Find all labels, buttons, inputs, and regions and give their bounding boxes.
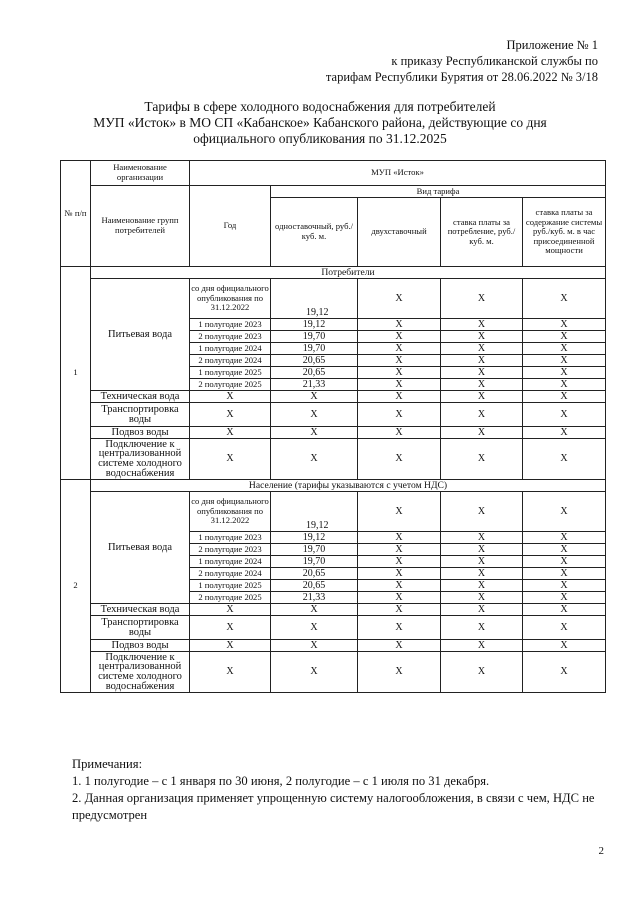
double-rate-cell: X <box>358 532 441 544</box>
table-row <box>61 492 606 532</box>
double-rate-cell: X <box>358 355 441 367</box>
tariff-cell: X <box>441 604 523 616</box>
tariff-cell: X <box>441 616 523 640</box>
section-title-row <box>61 480 606 492</box>
title-line-1: Тарифы в сфере холодного водоснабжения для потребителей <box>144 99 496 114</box>
single-rate-header: одноставочный, руб./ куб. м. <box>271 198 358 267</box>
cons-rate-cell: X <box>441 355 523 367</box>
single-rate-value: 19,12 <box>306 520 329 532</box>
single-rate-cell: 20,65 <box>271 367 358 379</box>
single-rate-cell <box>271 492 358 532</box>
maint-rate-cell: X <box>523 492 606 532</box>
period-cell: со дня официального опубликования по 31.12.2022 <box>190 279 271 319</box>
double-rate-cell: X <box>358 556 441 568</box>
consumer-group-label: Подключение к централизованной системе холодного водоснабжения <box>91 439 190 480</box>
single-rate-cell <box>271 279 358 319</box>
org-name: МУП «Исток» <box>190 161 606 186</box>
notes <box>72 756 612 824</box>
section-title: Потребители <box>91 267 606 279</box>
section-number: 2 <box>61 480 91 693</box>
period-cell: 2 полугодие 2023 <box>190 331 271 343</box>
cons-rate-cell: X <box>441 319 523 331</box>
year-header: Год <box>190 186 271 267</box>
double-rate-cell: X <box>358 580 441 592</box>
period-cell: со дня официального опубликования по 31.12.2022 <box>190 492 271 532</box>
consumer-group-label: Подвоз воды <box>91 427 190 439</box>
tariff-cell: X <box>271 652 358 693</box>
period-cell: 1 полугодие 2025 <box>190 367 271 379</box>
cons-rate-cell: X <box>441 580 523 592</box>
table-row <box>61 616 606 640</box>
tariff-cell: X <box>271 439 358 480</box>
tariff-cell: X <box>271 403 358 427</box>
table-row <box>61 403 606 427</box>
table-row <box>61 427 606 439</box>
tariff-cell: X <box>358 427 441 439</box>
tariff-cell: X <box>358 640 441 652</box>
double-rate-cell: X <box>358 343 441 355</box>
maint-rate-cell: X <box>523 532 606 544</box>
table-row <box>61 439 606 480</box>
maint-rate-cell: X <box>523 592 606 604</box>
maint-rate-cell: X <box>523 331 606 343</box>
tariff-table-body <box>61 161 606 693</box>
cons-rate-cell: X <box>441 592 523 604</box>
single-rate-cell: 19,12 <box>271 319 358 331</box>
tariff-cell: X <box>358 439 441 480</box>
consumption-rate-header: ставка платы за потребление, руб./ куб. м. <box>441 198 523 267</box>
consumer-group-label: Транспортировка воды <box>91 616 190 640</box>
period-cell: 2 полугодие 2024 <box>190 355 271 367</box>
tariff-cell: X <box>190 391 271 403</box>
tariff-cell: X <box>271 391 358 403</box>
tariff-table <box>60 160 606 693</box>
tariff-cell: X <box>358 403 441 427</box>
cons-rate-cell: X <box>441 556 523 568</box>
tariff-cell: X <box>190 439 271 480</box>
maint-rate-cell: X <box>523 379 606 391</box>
group-label-header: Наименование групп потребителей <box>91 186 190 267</box>
maint-rate-cell: X <box>523 343 606 355</box>
period-cell: 1 полугодие 2023 <box>190 319 271 331</box>
single-rate-cell: 19,12 <box>271 532 358 544</box>
maint-rate-cell: X <box>523 279 606 319</box>
section-title-row <box>61 267 606 279</box>
single-rate-cell: 19,70 <box>271 343 358 355</box>
appendix-label: Приложение № 1 <box>506 38 598 52</box>
table-row <box>61 604 606 616</box>
period-cell: 1 полугодие 2023 <box>190 532 271 544</box>
single-rate-cell: 20,65 <box>271 580 358 592</box>
double-rate-cell: X <box>358 379 441 391</box>
consumer-group-label: Техническая вода <box>91 391 190 403</box>
maint-rate-cell: X <box>523 544 606 556</box>
double-rate-cell: X <box>358 592 441 604</box>
page-number: 2 <box>598 845 604 857</box>
tariff-cell: X <box>523 640 606 652</box>
tariff-cell: X <box>358 391 441 403</box>
note-item: 2. Данная организация применяет упрощенную систему налогообложения, в связи с чем, НДС не предусмотрен <box>72 791 595 822</box>
double-rate-cell: X <box>358 319 441 331</box>
consumer-group-label: Питьевая вода <box>91 492 190 604</box>
table-row <box>61 640 606 652</box>
maint-rate-cell: X <box>523 367 606 379</box>
document-title <box>0 99 640 147</box>
cons-rate-cell: X <box>441 367 523 379</box>
tariff-cell: X <box>190 640 271 652</box>
single-rate-cell: 21,33 <box>271 592 358 604</box>
tariff-cell: X <box>190 652 271 693</box>
single-rate-cell: 19,70 <box>271 331 358 343</box>
tariff-cell: X <box>523 652 606 693</box>
double-rate-cell: X <box>358 544 441 556</box>
maint-rate-cell: X <box>523 568 606 580</box>
tariff-cell: X <box>523 604 606 616</box>
notes-title: Примечания: <box>72 757 143 771</box>
tariff-cell: X <box>523 439 606 480</box>
consumer-group-label: Подвоз воды <box>91 640 190 652</box>
table-row <box>61 391 606 403</box>
cons-rate-cell: X <box>441 492 523 532</box>
col-num-header: № п/п <box>61 161 91 267</box>
period-cell: 2 полугодие 2025 <box>190 592 271 604</box>
tariff-cell: X <box>358 652 441 693</box>
maint-rate-cell: X <box>523 319 606 331</box>
maint-rate-cell: X <box>523 580 606 592</box>
tariff-cell: X <box>441 640 523 652</box>
tariff-cell: X <box>190 616 271 640</box>
tariff-cell: X <box>441 403 523 427</box>
tariff-cell: X <box>190 427 271 439</box>
two-part-header: двухставочный <box>358 198 441 267</box>
tariff-cell: X <box>271 640 358 652</box>
period-cell: 2 полугодие 2025 <box>190 379 271 391</box>
cons-rate-cell: X <box>441 544 523 556</box>
tariff-cell: X <box>271 604 358 616</box>
period-cell: 2 полугодие 2024 <box>190 568 271 580</box>
single-rate-cell: 19,70 <box>271 556 358 568</box>
double-rate-cell: X <box>358 568 441 580</box>
maintenance-rate-header: ставка платы за содержание системы руб./куб. м. в час присоединенной мощности <box>523 198 606 267</box>
double-rate-cell: X <box>358 279 441 319</box>
double-rate-cell: X <box>358 367 441 379</box>
single-rate-cell: 20,65 <box>271 568 358 580</box>
section-title: Население (тарифы указываются с учетом НДС) <box>91 480 606 492</box>
title-line-3: официального опубликования по 31.12.2025 <box>193 131 447 146</box>
order-line: к приказу Республиканской службы по <box>391 54 598 68</box>
cons-rate-cell: X <box>441 343 523 355</box>
consumer-group-label: Питьевая вода <box>91 279 190 391</box>
tariff-type-header: Вид тарифа <box>271 186 606 198</box>
tariff-cell: X <box>271 427 358 439</box>
note-item: 1. 1 полугодие – с 1 января по 30 июня, 2 полугодие – с 1 июля по 31 декабря. <box>72 774 490 788</box>
tariff-cell: X <box>271 616 358 640</box>
tariff-cell: X <box>523 403 606 427</box>
consumer-group-label: Техническая вода <box>91 604 190 616</box>
double-rate-cell: X <box>358 331 441 343</box>
org-label-header: Наименование организации <box>91 161 190 186</box>
tariff-cell: X <box>358 616 441 640</box>
maint-rate-cell: X <box>523 556 606 568</box>
single-rate-cell: 19,70 <box>271 544 358 556</box>
tariff-cell: X <box>358 604 441 616</box>
cons-rate-cell: X <box>441 532 523 544</box>
table-row <box>61 652 606 693</box>
single-rate-cell: 20,65 <box>271 355 358 367</box>
period-cell: 1 полугодие 2024 <box>190 343 271 355</box>
tariff-cell: X <box>441 427 523 439</box>
title-line-2: МУП «Исток» в МО СП «Кабанское» Кабанского района, действующие со дня <box>93 115 547 130</box>
cons-rate-cell: X <box>441 379 523 391</box>
double-rate-cell: X <box>358 492 441 532</box>
order-reference <box>326 37 598 85</box>
order-date-line: тарифам Республики Бурятия от 28.06.2022 № 3/18 <box>325 70 598 84</box>
consumer-group-label: Подключение к централизованной системе холодного водоснабжения <box>91 652 190 693</box>
period-cell: 1 полугодие 2024 <box>190 556 271 568</box>
tariff-cell: X <box>441 652 523 693</box>
period-cell: 1 полугодие 2025 <box>190 580 271 592</box>
maint-rate-cell: X <box>523 355 606 367</box>
cons-rate-cell: X <box>441 279 523 319</box>
tariff-cell: X <box>523 391 606 403</box>
tariff-cell: X <box>190 604 271 616</box>
tariff-cell: X <box>190 403 271 427</box>
single-rate-cell: 21,33 <box>271 379 358 391</box>
tariff-cell: X <box>523 616 606 640</box>
tariff-cell: X <box>523 427 606 439</box>
section-number: 1 <box>61 267 91 480</box>
consumer-group-label: Транспортировка воды <box>91 403 190 427</box>
tariff-cell: X <box>441 439 523 480</box>
cons-rate-cell: X <box>441 568 523 580</box>
single-rate-value: 19,12 <box>306 307 329 319</box>
cons-rate-cell: X <box>441 331 523 343</box>
period-cell: 2 полугодие 2023 <box>190 544 271 556</box>
table-row <box>61 279 606 319</box>
tariff-cell: X <box>441 391 523 403</box>
